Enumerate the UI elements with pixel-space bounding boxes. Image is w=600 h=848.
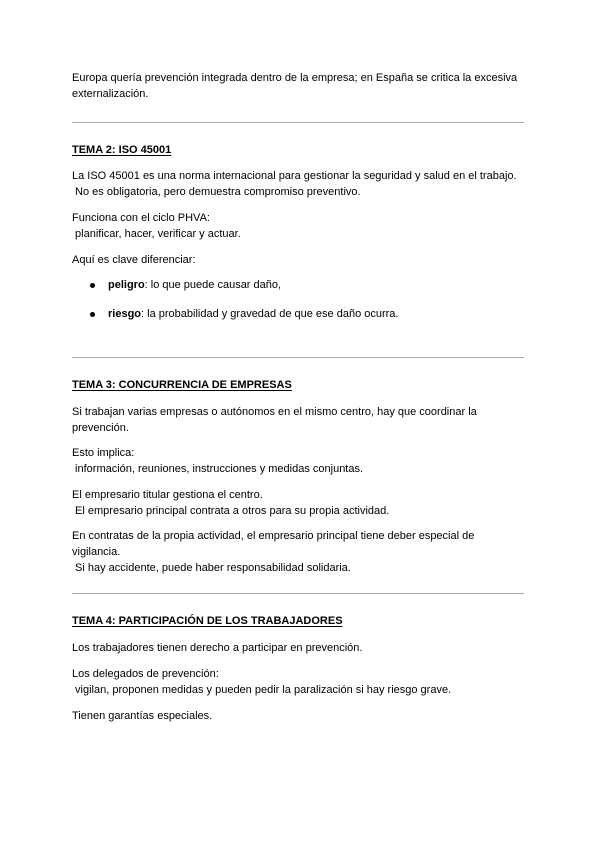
bullet-icon [90, 283, 95, 288]
text-line: vigilan, proponen medidas y pueden pedir la paralización si hay riesgo grave. [72, 684, 452, 696]
paragraph [72, 445, 528, 477]
list-item-text [108, 277, 281, 293]
bullet-icon [90, 312, 95, 317]
paragraph [72, 168, 528, 200]
text-line: El empresario principal contrata a otros para su propia actividad. [72, 505, 390, 517]
text-line: Europa quería prevención integrada dentro de la empresa; en España se critica la excesiva [72, 72, 518, 84]
section-heading-tema-2: TEMA 2: ISO 45001 [72, 144, 172, 156]
intro-paragraph [72, 70, 528, 102]
paragraph: Aquí es clave diferenciar: [72, 254, 196, 266]
text-line: La ISO 45001 es una norma internacional para gestionar la seguridad y salud en el trabajo. [72, 170, 517, 182]
paragraph [72, 528, 528, 576]
text-line: No es obligatoria, pero demuestra compromiso preventivo. [72, 186, 361, 198]
text-line: Los delegados de prevención: [72, 668, 219, 680]
text-line: externalización. [72, 88, 149, 100]
text-line: Funciona con el ciclo PHVA: [72, 212, 210, 224]
list-item-rest: : la probabilidad y gravedad de que ese daño ocurra. [141, 308, 399, 320]
text-line: Si trabajan varias empresas o autónomos en el mismo centro, hay que coordinar la [72, 406, 477, 418]
text-line: planificar, hacer, verificar y actuar. [72, 228, 241, 240]
text-line: Si hay accidente, puede haber responsabilidad solidaria. [72, 562, 351, 574]
text-line: prevención. [72, 422, 129, 434]
paragraph [72, 666, 528, 698]
text-line: El empresario titular gestiona el centro. [72, 489, 263, 501]
section-divider [72, 593, 524, 594]
paragraph [72, 487, 528, 519]
section-heading-tema-3: TEMA 3: CONCURRENCIA DE EMPRESAS [72, 379, 292, 391]
paragraph [72, 404, 528, 436]
list-item-term: peligro [108, 279, 145, 291]
section-divider [72, 357, 524, 358]
text-line: información, reuniones, instrucciones y medidas conjuntas. [72, 463, 364, 475]
list-item-text [108, 306, 398, 322]
paragraph: Tienen garantías especiales. [72, 710, 213, 722]
section-heading-tema-4: TEMA 4: PARTICIPACIÓN DE LOS TRABAJADORES [72, 615, 343, 627]
list-item-term: riesgo [108, 308, 142, 320]
text-line: Esto implica: [72, 447, 135, 459]
paragraph: Los trabajadores tienen derecho a participar en prevención. [72, 642, 363, 654]
text-line: En contratas de la propia actividad, el empresario principal tiene deber especial de [72, 530, 475, 542]
list-item-rest: : lo que puede causar daño, [144, 279, 282, 291]
text-line: vigilancia. [72, 546, 121, 558]
section-divider [72, 122, 524, 123]
paragraph [72, 210, 528, 242]
